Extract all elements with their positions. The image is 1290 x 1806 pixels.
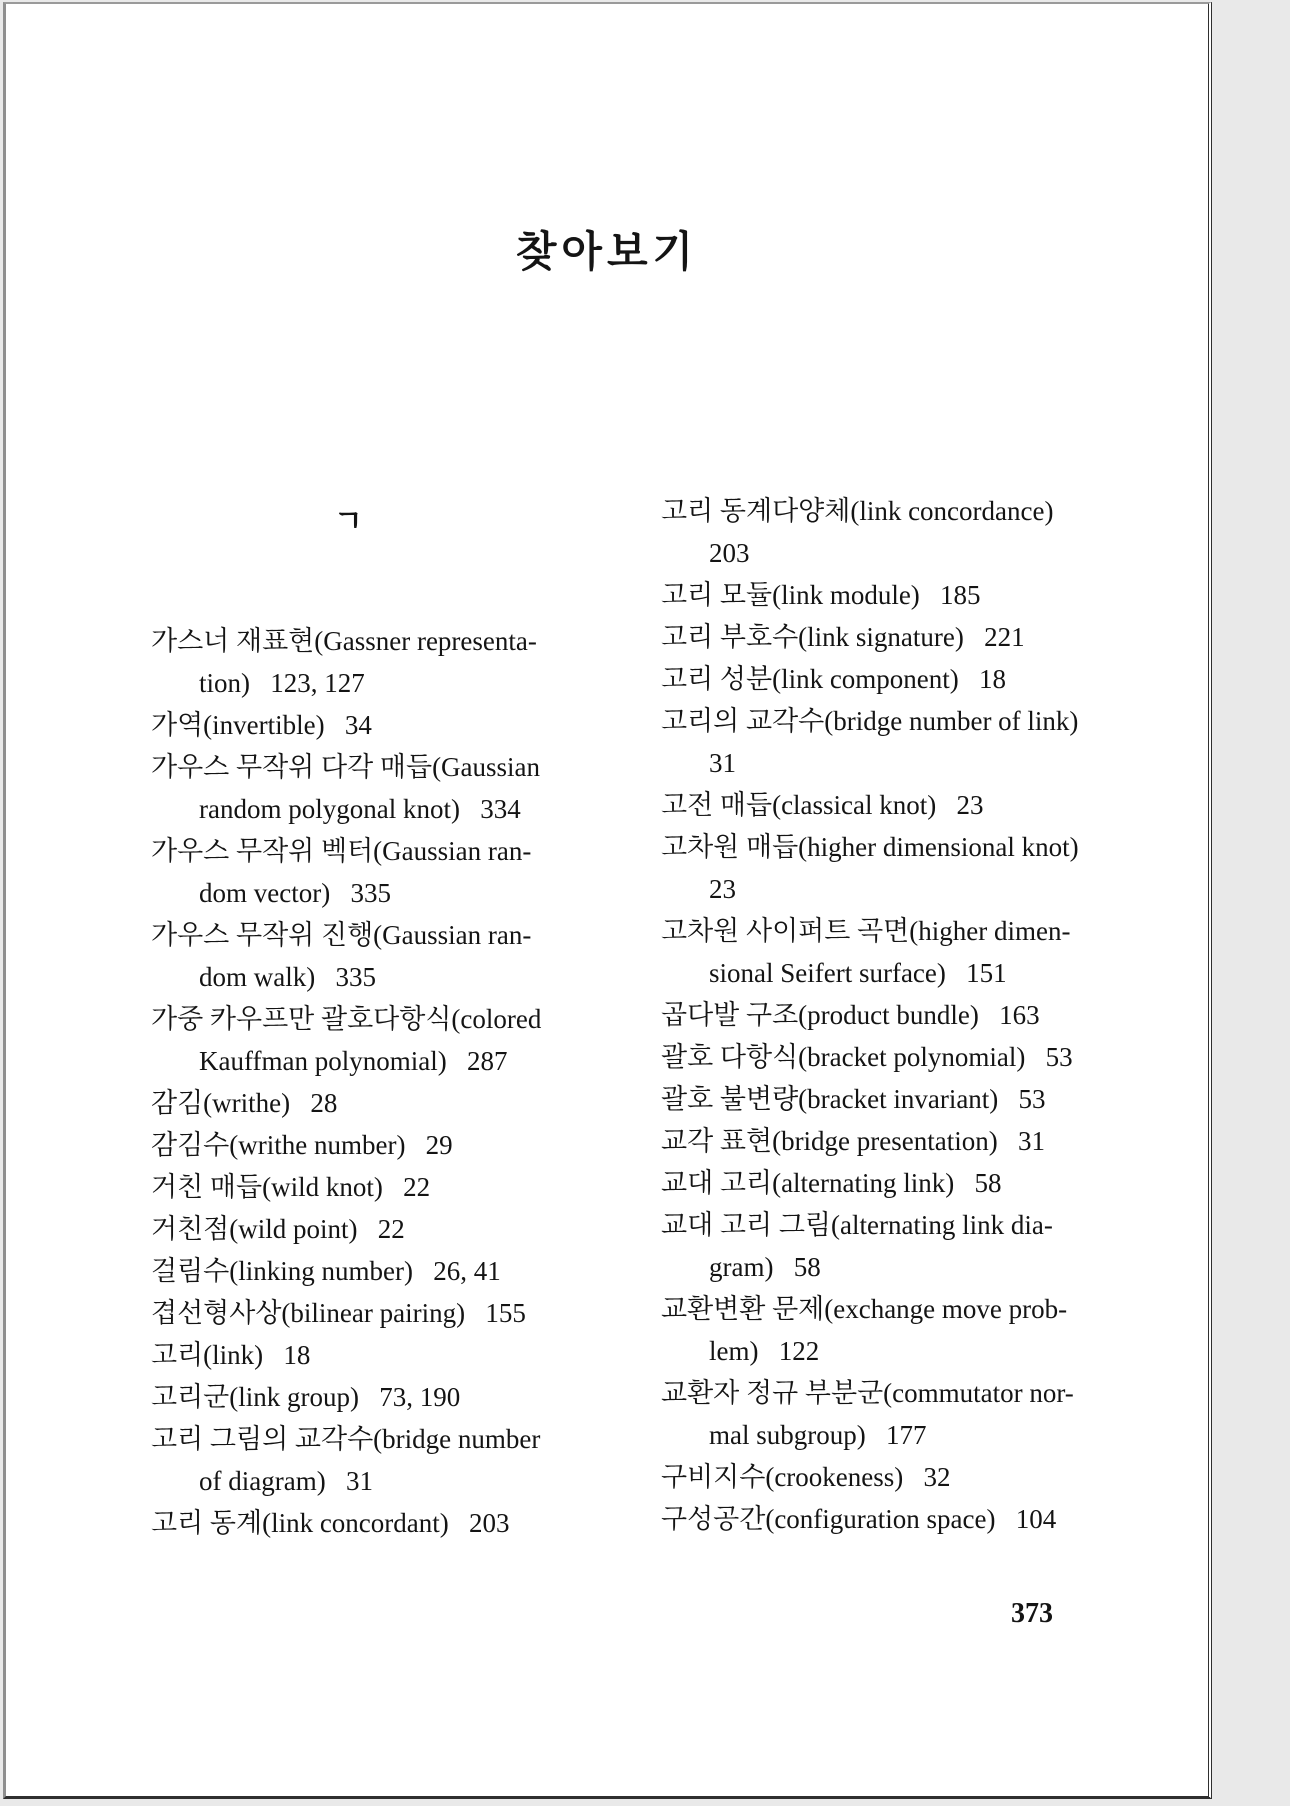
index-entry-line: 고리 성분(link component) 18 (661, 664, 1007, 694)
index-entry (151, 1166, 581, 1208)
index-entry (151, 1292, 581, 1334)
index-entry-line: 겹선형사상(bilinear pairing) 155 (151, 1298, 526, 1328)
index-entry (661, 1162, 1111, 1204)
index-entry-line: 고리 부호수(link signature) 221 (661, 622, 1025, 652)
index-entry (151, 1208, 581, 1250)
index-entry-line: 203 (709, 538, 750, 568)
index-entry (661, 1498, 1111, 1540)
index-entry (151, 1124, 581, 1166)
index-entry (151, 914, 581, 998)
index-entry-line: 가우스 무작위 다각 매듭(Gaussian (151, 752, 541, 782)
index-entry-line: 교각 표현(bridge presentation) 31 (661, 1126, 1045, 1156)
index-entry-line: 고리 동계다양체(link concordance) (661, 496, 1054, 526)
index-entry (661, 700, 1111, 784)
index-entry-line: 교대 고리(alternating link) 58 (661, 1168, 1002, 1198)
index-entry (661, 1204, 1111, 1288)
index-entry-line: 감김수(writhe number) 29 (151, 1130, 453, 1160)
index-entry (151, 620, 581, 704)
index-entry-line: tion) 123, 127 (199, 668, 365, 698)
index-entry-line: 구성공간(configuration space) 104 (661, 1504, 1057, 1534)
index-entry-line: 거친점(wild point) 22 (151, 1214, 405, 1244)
index-entry-line: 걸림수(linking number) 26, 41 (151, 1256, 501, 1286)
index-entry-line: 교환자 정규 부분군(commutator nor- (661, 1378, 1074, 1408)
index-entry-line: 고리 동계(link concordant) 203 (151, 1508, 510, 1538)
index-entry-line: of diagram) 31 (199, 1466, 373, 1496)
index-entry-line: 고리 그림의 교각수(bridge number (151, 1424, 541, 1454)
index-entry-line: dom vector) 335 (199, 878, 391, 908)
index-entry (661, 658, 1111, 700)
index-entry (151, 830, 581, 914)
index-entry-line: 구비지수(crookeness) 32 (661, 1462, 951, 1492)
index-entry (151, 1418, 581, 1502)
index-entry-line: 교환변환 문제(exchange move prob- (661, 1294, 1068, 1324)
index-entry (661, 826, 1111, 910)
index-entry (151, 998, 581, 1082)
section-header-giyeok: ㄱ (334, 505, 363, 538)
index-entry-line: 31 (709, 748, 736, 778)
index-entry-line: 가우스 무작위 벡터(Gaussian ran- (151, 836, 532, 866)
index-entry-line: 고리군(link group) 73, 190 (151, 1382, 461, 1412)
index-entry (151, 1502, 581, 1544)
index-entry-line: lem) 122 (709, 1336, 820, 1366)
index-entry-line: 고리(link) 18 (151, 1340, 311, 1370)
index-entry-line: 가스너 재표현(Gassner representa- (151, 626, 537, 656)
index-entry-line: 고전 매듭(classical knot) 23 (661, 790, 984, 820)
index-entry-line: 교대 고리 그림(alternating link dia- (661, 1210, 1053, 1240)
index-entry (661, 1120, 1111, 1162)
index-entry-line: 괄호 불변량(bracket invariant) 53 (661, 1084, 1046, 1114)
index-entry-line: 감김(writhe) 28 (151, 1088, 338, 1118)
index-entry-line: 고차원 사이퍼트 곡면(higher dimen- (661, 916, 1071, 946)
index-entry (661, 910, 1111, 994)
index-entry (151, 746, 581, 830)
index-entry (151, 1376, 581, 1418)
index-entry-line: random polygonal knot) 334 (199, 794, 521, 824)
index-entry (661, 1456, 1111, 1498)
index-entry (661, 616, 1111, 658)
index-column-left (151, 620, 581, 1544)
index-entry-line: 23 (709, 874, 736, 904)
index-entry-line: 고리 모듈(link module) 185 (661, 580, 981, 610)
index-entry (661, 994, 1111, 1036)
page-number: 373 (1011, 1598, 1053, 1629)
index-entry (661, 1078, 1111, 1120)
index-entry (661, 490, 1111, 574)
index-entry (151, 1250, 581, 1292)
index-entry (661, 1036, 1111, 1078)
index-entry (661, 1372, 1111, 1456)
index-entry-line: 곱다발 구조(product bundle) 163 (661, 1000, 1040, 1030)
index-entry-line: Kauffman polynomial) 287 (199, 1046, 508, 1076)
index-entry-line: dom walk) 335 (199, 962, 376, 992)
index-entry-line: mal subgroup) 177 (709, 1420, 927, 1450)
index-entry-line: 괄호 다항식(bracket polynomial) 53 (661, 1042, 1073, 1072)
index-entry-line: 가우스 무작위 진행(Gaussian ran- (151, 920, 532, 950)
index-entry (661, 1288, 1111, 1372)
index-entry-line: 고리의 교각수(bridge number of link) (661, 706, 1079, 736)
index-entry-line: 거친 매듭(wild knot) 22 (151, 1172, 431, 1202)
index-entry (151, 1082, 581, 1124)
index-entry-line: 가역(invertible) 34 (151, 710, 372, 740)
index-entry-line: sional Seifert surface) 151 (709, 958, 1007, 988)
index-entry (661, 574, 1111, 616)
page-title: 찾아보기 (515, 230, 699, 276)
index-entry-line: 가중 카우프만 괄호다항식(colored (151, 1004, 542, 1034)
scanned-index-page (3, 2, 1212, 1799)
index-entry (661, 784, 1111, 826)
index-entry-line: gram) 58 (709, 1252, 821, 1282)
index-entry (151, 704, 581, 746)
index-entry-line: 고차원 매듭(higher dimensional knot) (661, 832, 1079, 862)
index-column-right (661, 490, 1111, 1540)
index-entry (151, 1334, 581, 1376)
